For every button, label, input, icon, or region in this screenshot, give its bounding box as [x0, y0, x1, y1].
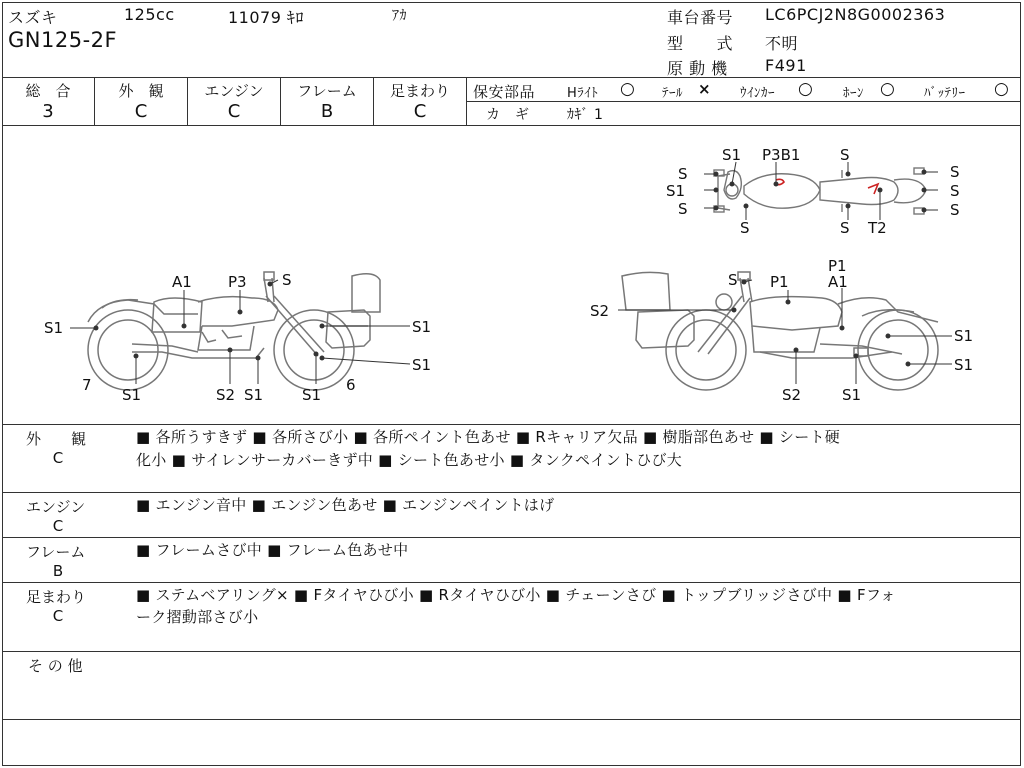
- frame-number: LC6PCJ2N8G0002363: [765, 5, 946, 24]
- displacement: 125cc: [124, 5, 175, 24]
- grade-exterior-label: 外 観: [118, 82, 164, 100]
- callout-label: S1: [122, 386, 142, 404]
- callout-label: S: [950, 163, 960, 181]
- callout-label: S1: [302, 386, 322, 404]
- divider: [2, 77, 1021, 78]
- section-exterior-grade: C: [52, 449, 64, 467]
- section-other-label: そ の 他: [28, 657, 83, 675]
- divider: [2, 651, 1021, 652]
- callout-label: S1: [412, 356, 432, 374]
- safety-taillight-label: ﾃｰﾙ: [662, 86, 683, 101]
- callout-label: S2: [782, 386, 802, 404]
- type-label: 型 式: [667, 34, 734, 53]
- damage-diagram: [2, 126, 1021, 424]
- model-name: GN125-2F: [8, 28, 118, 52]
- callout-label: S2: [216, 386, 236, 404]
- safety-horn-mark: ○: [880, 79, 896, 99]
- callout-label: S: [678, 165, 688, 183]
- callout-label: S1: [954, 327, 974, 345]
- callout-label: A1: [828, 273, 848, 291]
- callout-label: P3: [228, 273, 247, 291]
- safety-taillight-mark: ×: [698, 80, 712, 98]
- grade-overall-label: 総 合: [25, 82, 71, 100]
- callout-label: S1: [722, 146, 742, 164]
- grade-engine-label: エンジン: [204, 82, 264, 100]
- callout-label: S: [840, 146, 850, 164]
- callout-label: T2: [868, 219, 887, 237]
- divider: [466, 77, 467, 125]
- safety-parts-label: 保安部品: [473, 83, 536, 101]
- safety-headlight-label: Hﾗｲﾄ: [567, 86, 599, 101]
- grade-exterior-value: C: [134, 101, 148, 122]
- section-exterior-comment-line2: 化小 ■ サイレンサーカバーきず中 ■ シート色あせ小 ■ タンクペイントひび大: [136, 451, 683, 469]
- callout-label: S1: [44, 319, 64, 337]
- frame-number-label: 車台番号: [667, 8, 734, 27]
- grade-engine-value: C: [227, 101, 241, 122]
- divider: [2, 424, 1021, 425]
- safety-battery-label: ﾊﾞｯﾃﾘｰ: [924, 86, 966, 101]
- divider: [2, 537, 1021, 538]
- callout-label: S1: [244, 386, 264, 404]
- grade-suspension-label: 足まわり: [389, 82, 450, 100]
- callout-label: S: [728, 271, 738, 289]
- callout-label: P1: [770, 273, 789, 291]
- callout-label: P1: [828, 257, 847, 275]
- section-frame-grade: B: [52, 562, 64, 580]
- section-engine-comment-line1: ■ エンジン音中 ■ エンジン色あせ ■ エンジンペイントはげ: [136, 496, 555, 514]
- safety-winker-label: ｳｲﾝｶｰ: [740, 86, 775, 101]
- engine-model-value: F491: [765, 56, 807, 75]
- callout-label: P3B1: [762, 146, 801, 164]
- grade-frame-label: フレーム: [297, 82, 357, 100]
- section-exterior-comment-line1: ■ 各所うすきず ■ 各所さび小 ■ 各所ペイント色あせ ■ Rキャリア欠品 ■ 樹脂部色あせ ■ シート硬: [136, 428, 841, 446]
- section-suspension-grade: C: [52, 607, 64, 625]
- section-suspension-comment-line1: ■ ステムベアリング× ■ Fタイヤひび小 ■ Rタイヤひび小 ■ チェーンさび ■ トップブリッジさび中 ■ Fフォ: [136, 586, 896, 604]
- callout-label: S: [678, 200, 688, 218]
- grade-suspension-value: C: [413, 101, 427, 122]
- body-color: ｱｶ: [392, 8, 407, 24]
- callout-dots: [94, 170, 927, 367]
- engine-model-label: 原 動 機: [667, 59, 728, 78]
- callout-label: S1: [666, 182, 686, 200]
- grade-frame-value: B: [320, 101, 334, 122]
- section-frame-label: フレーム: [26, 543, 86, 561]
- safety-headlight-mark: ○: [620, 79, 636, 99]
- grade-overall-value: 3: [42, 101, 54, 122]
- callout-label: 7: [82, 376, 92, 394]
- callout-label: S: [282, 271, 292, 289]
- type-value: 不明: [765, 34, 799, 53]
- callout-label: S2: [590, 302, 610, 320]
- callout-label: S1: [954, 356, 974, 374]
- safety-battery-mark: ○: [994, 79, 1010, 99]
- callout-label: 6: [346, 376, 356, 394]
- section-suspension-label: 足まわり: [26, 588, 87, 606]
- section-frame-comment-line1: ■ フレームさび中 ■ フレーム色あせ中: [136, 541, 409, 559]
- callout-label: S1: [412, 318, 432, 336]
- safety-horn-label: ﾎｰﾝ: [843, 86, 864, 101]
- callout-label: S: [950, 201, 960, 219]
- section-exterior-label: 外 観: [26, 430, 87, 448]
- divider: [2, 719, 1021, 720]
- safety-winker-mark: ○: [798, 79, 814, 99]
- key-label: カ ギ: [486, 107, 530, 123]
- callout-label: S: [950, 182, 960, 200]
- section-engine-label: エンジン: [26, 498, 86, 516]
- callout-label: S1: [842, 386, 862, 404]
- divider: [467, 101, 1021, 102]
- divider: [2, 492, 1021, 493]
- callout-label: S: [740, 219, 750, 237]
- section-engine-grade: C: [52, 517, 64, 535]
- maker-name: スズキ: [8, 8, 58, 27]
- key-value: ｶｷﾞ 1: [567, 107, 604, 123]
- mileage: 11079 ｷﾛ: [228, 8, 304, 27]
- divider: [2, 582, 1021, 583]
- callout-label: A1: [172, 273, 192, 291]
- callout-label: S: [840, 219, 850, 237]
- section-suspension-comment-line2: ーク摺動部さび小: [136, 608, 259, 626]
